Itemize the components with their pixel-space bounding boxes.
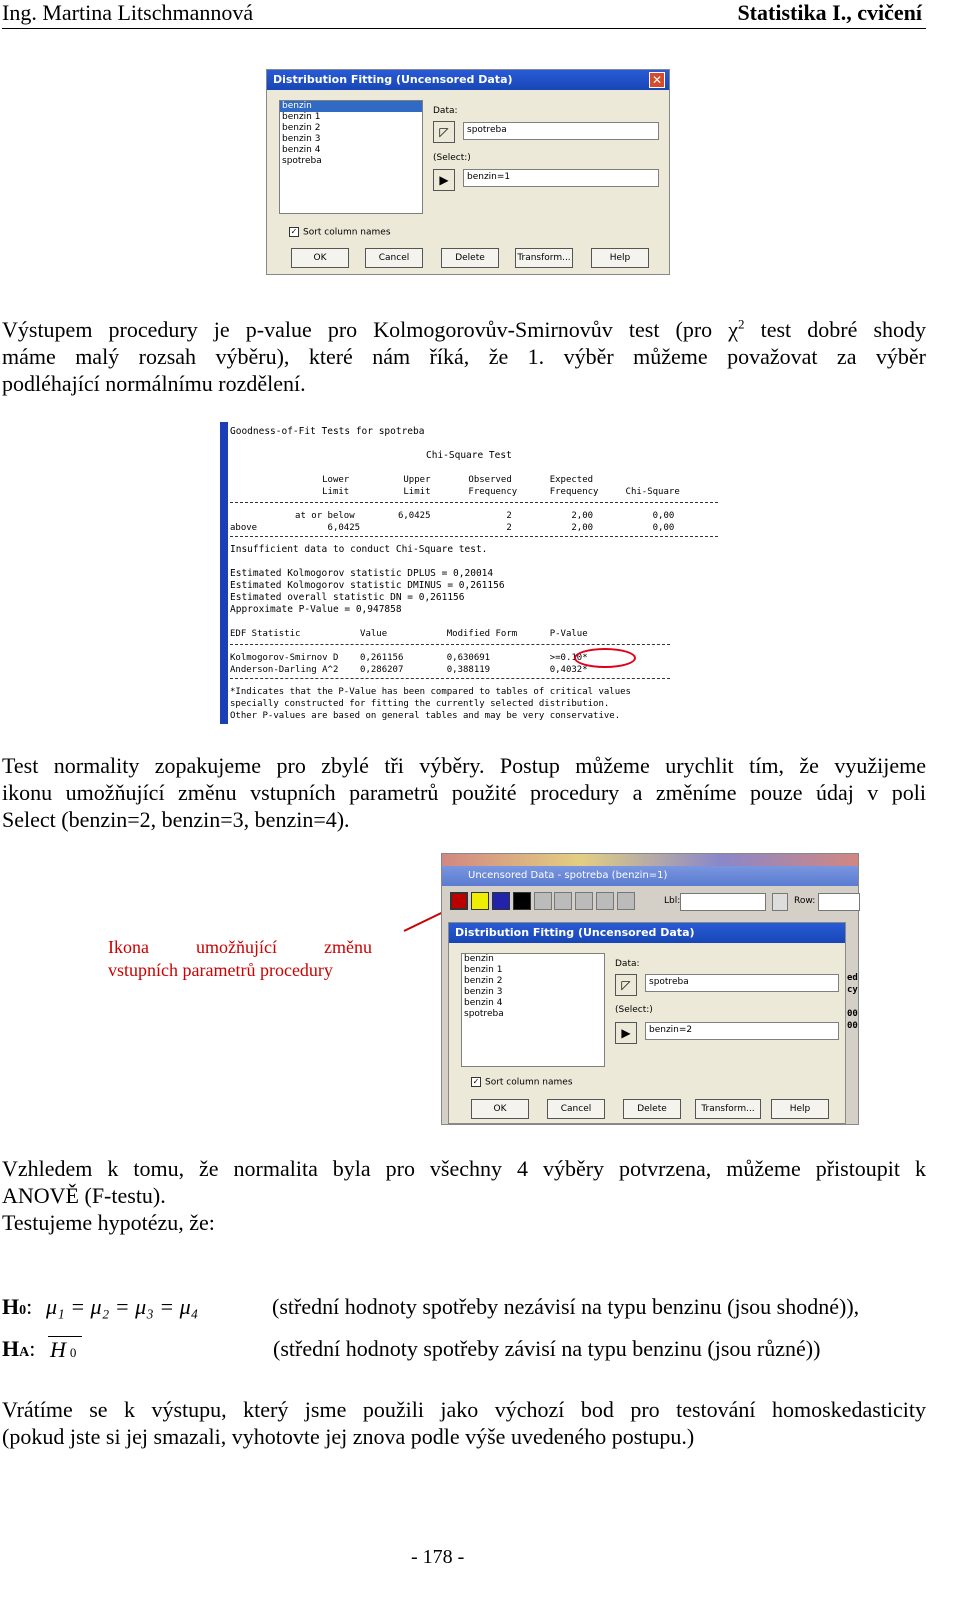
paragraph-1-line-3: podléhající normálnímu rozdělení. — [2, 371, 306, 396]
data-field[interactable]: spotreba — [463, 122, 659, 140]
column-list[interactable] — [279, 100, 423, 214]
ha-label: HA: — [2, 1336, 36, 1361]
output-title: Goodness-of-Fit Tests for spotreba — [230, 426, 425, 437]
divider — [230, 678, 670, 679]
sort-checkbox-label: Sort column names — [303, 227, 391, 238]
paragraph-4-line-2: (pokud jste si jej smazali, vyhotovte jej znova podle výše uvedeného postupu.) — [2, 1424, 695, 1449]
binoculars-icon[interactable] — [772, 893, 788, 911]
select-arrow-icon[interactable]: ◸ — [615, 974, 637, 996]
checkmark-icon: ✓ — [290, 227, 298, 236]
chi-header-1: Lower Upper Observed Expected — [230, 475, 594, 485]
paragraph-2-line-2: ikonu umožňující změnu vstupních parametrů použité procedury a změníme pouze údaj v poli — [2, 780, 926, 805]
list-item[interactable]: benzin 4 — [464, 998, 503, 1008]
annotation-line-1: Ikona umožňující změnu — [108, 937, 372, 957]
help-button[interactable]: Help — [591, 248, 649, 268]
edf-row: Anderson-Darling A^2 0,286207 0,388119 0,4032* — [230, 665, 588, 675]
list-item[interactable]: benzin 4 — [282, 145, 321, 155]
tool-icon[interactable] — [617, 892, 635, 910]
list-item[interactable]: benzin 2 — [464, 976, 503, 986]
paragraph-1 — [2, 316, 926, 397]
paragraph-2 — [2, 752, 926, 833]
list-item[interactable]: spotreba — [464, 1009, 504, 1019]
cancel-button[interactable]: Cancel — [365, 248, 423, 268]
transform-button[interactable]: Transform... — [695, 1099, 761, 1119]
list-item[interactable]: benzin 1 — [464, 965, 503, 975]
ks-line: Estimated Kolmogorov statistic DPLUS = 0,20014 — [230, 568, 494, 579]
paragraph-3-line-2: ANOVĚ (F-testu). — [2, 1183, 166, 1208]
ks-line: Approximate P-Value = 0,947858 — [230, 604, 402, 615]
sort-checkbox[interactable] — [289, 227, 391, 238]
chi-header-2: Limit Limit Frequency Frequency Chi-Square — [230, 487, 680, 497]
close-icon[interactable]: ✕ — [649, 72, 665, 88]
select-field[interactable]: benzin=2 — [645, 1022, 839, 1040]
delete-button[interactable]: Delete — [441, 248, 499, 268]
row-field[interactable] — [818, 893, 860, 911]
lbl-label: Lbl: — [664, 896, 681, 906]
tables-icon[interactable] — [471, 892, 489, 910]
play-arrow-icon[interactable]: ▶ — [615, 1022, 637, 1044]
tool-icon[interactable] — [596, 892, 614, 910]
tool-icon[interactable] — [554, 892, 572, 910]
paragraph-1-line-2: máme malý rozsah výběru), které nám říká, že 1. výběr můžeme považovat za výběr — [2, 344, 926, 369]
input-dialog-icon[interactable] — [450, 892, 468, 910]
toolbar-strip — [442, 854, 858, 866]
paragraph-3-line-3: Testujeme hypotézu, že: — [2, 1210, 215, 1235]
paragraph-4-line-1: Vrátíme se k výstupu, který jsme použili jako výchozí bod pro testování homoskedasticity — [2, 1397, 926, 1422]
edf-header: EDF Statistic Value Modified Form P-Value — [230, 629, 588, 639]
ks-line: Estimated Kolmogorov statistic DMINUS = 0,261156 — [230, 580, 505, 591]
list-item[interactable]: benzin — [280, 101, 422, 112]
insufficient-note: Insufficient data to conduct Chi-Square test. — [230, 544, 488, 555]
select-label: (Select:) — [433, 153, 471, 163]
row-label: Row: — [794, 896, 816, 906]
divider — [230, 502, 718, 503]
goodness-of-fit-output — [220, 422, 722, 724]
chi-square-title: Chi-Square Test — [426, 450, 512, 461]
highlight-ellipse — [574, 648, 636, 668]
dialog-title: Distribution Fitting (Uncensored Data) — [455, 926, 695, 939]
paragraph-4 — [2, 1396, 926, 1450]
sort-checkbox[interactable] — [471, 1077, 573, 1088]
window-title: Uncensored Data - spotreba (benzin=1) — [468, 870, 668, 881]
ok-button[interactable]: OK — [291, 248, 349, 268]
h0-description: (střední hodnoty spotřeby nezávisí na typu benzinu (jsou shodné)), — [272, 1294, 860, 1319]
select-label: (Select:) — [615, 1005, 653, 1015]
chi-row: at or below 6,0425 2 2,00 0,00 — [230, 511, 675, 521]
footnote: specially constructed for fitting the currently selected distribution. — [230, 699, 610, 709]
annotation — [108, 936, 372, 982]
transform-button[interactable]: Transform... — [515, 248, 573, 268]
analysis-toolbar — [450, 892, 660, 912]
edf-row: Kolmogorov-Smirnov D 0,261156 0,630691 >=0.10* — [230, 653, 588, 663]
ks-line: Estimated overall statistic DN = 0,261156 — [230, 592, 465, 603]
list-item[interactable]: spotreba — [282, 156, 322, 166]
dialog-title: Distribution Fitting (Uncensored Data) — [273, 73, 513, 86]
list-item[interactable]: benzin 1 — [282, 112, 321, 122]
divider — [230, 536, 718, 537]
list-item[interactable]: benzin 3 — [464, 987, 503, 997]
header-author: Ing. Martina Litschmannová — [2, 0, 254, 25]
column-list[interactable] — [461, 953, 605, 1067]
h0-label: H0: — [2, 1294, 33, 1319]
data-field[interactable]: spotreba — [645, 974, 839, 992]
list-item[interactable]: benzin 2 — [282, 123, 321, 133]
list-item[interactable]: benzin 3 — [282, 134, 321, 144]
page-number: - 178 - — [411, 1546, 465, 1568]
cancel-button[interactable]: Cancel — [547, 1099, 605, 1119]
select-field[interactable]: benzin=1 — [463, 169, 659, 187]
footnote: Other P-values are based on general tables and may be very conservative. — [230, 711, 621, 721]
data-label: Data: — [433, 106, 458, 116]
h0-expression: μ₁ = μ₂ = μ₃ = μ₄ — [46, 1294, 199, 1319]
tool-icon[interactable] — [575, 892, 593, 910]
ha-expression: H 0 — [48, 1336, 82, 1363]
window-title-bar — [442, 866, 858, 886]
tool-icon[interactable] — [534, 892, 552, 910]
play-arrow-icon[interactable]: ▶ — [433, 169, 455, 191]
distribution-fitting-dialog-2 — [448, 922, 846, 1124]
checkmark-icon: ✓ — [472, 1077, 480, 1086]
list-item[interactable]: benzin — [464, 954, 494, 964]
data-label: Data: — [615, 959, 640, 969]
help-button[interactable]: Help — [771, 1099, 829, 1119]
save-results-icon[interactable] — [513, 892, 531, 910]
graphs-icon[interactable] — [492, 892, 510, 910]
lbl-field[interactable] — [680, 893, 766, 911]
paragraph-2-line-1: Test normality zopakujeme pro zbylé tři výběry. Postup můžeme urychlit tím, že využijeme — [2, 753, 926, 778]
distribution-fitting-dialog — [266, 69, 670, 275]
delete-button[interactable]: Delete — [623, 1099, 681, 1119]
footnote: *Indicates that the P-Value has been compared to tables of critical values — [230, 687, 631, 697]
annotation-line-2: vstupních parametrů procedury — [108, 960, 333, 980]
paragraph-2-line-3: Select (benzin=2, benzin=3, benzin=4). — [2, 807, 350, 832]
select-arrow-icon[interactable]: ◸ — [433, 121, 455, 143]
paragraph-3-line-1: Vzhledem k tomu, že normalita byla pro všechny 4 výběry potvrzena, můžeme přistoupit k — [2, 1156, 926, 1181]
ha-description: (střední hodnoty spotřeby závisí na typu benzinu (jsou různé)) — [273, 1336, 821, 1361]
ok-button[interactable]: OK — [471, 1099, 529, 1119]
paragraph-1-line-1: Výstupem procedury je p-value pro Kolmogorovův-Smirnovův test (pro $\chi^2$ test dobré shody — [2, 316, 927, 342]
sort-checkbox-label: Sort column names — [485, 1077, 573, 1088]
partial-output: ed cy 00 00 — [847, 973, 858, 1031]
header-course: Statistika I., cvičení — [737, 0, 922, 25]
header-rule — [2, 28, 926, 29]
paragraph-3 — [2, 1155, 926, 1236]
dialog-title-bar — [449, 923, 845, 943]
dialog-title-bar — [267, 70, 669, 90]
chi-row: above 6,0425 2 2,00 0,00 — [230, 523, 675, 533]
divider — [230, 644, 670, 645]
